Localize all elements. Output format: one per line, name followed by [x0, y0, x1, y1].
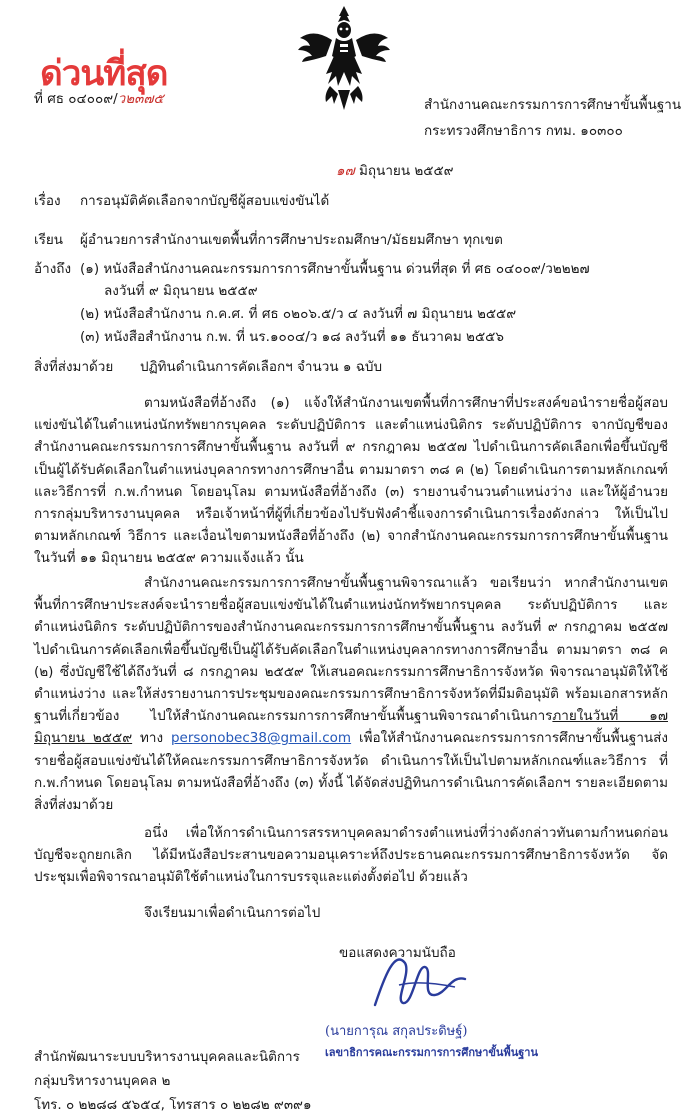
reference-2: (๒) หนังสือสำนักงาน ก.ค.ศ. ที่ ศธ ๐๒๐๖.๕/ว ๔ ลงวันที่ ๗ มิถุนายน ๒๕๕๙: [80, 306, 517, 322]
reference-1-line1: (๑) หนังสือสำนักงานคณะกรรมการการศึกษาขั้นพื้นฐาน ด่วนที่สุด ที่ ศธ ๐๔๐๐๙/ว๒๒๒๗: [80, 261, 590, 277]
handwritten-signature-icon: [355, 945, 495, 1015]
subject-text: การอนุมัติคัดเลือกจากบัญชีผู้สอบแข่งขันได้: [80, 193, 330, 209]
body-paragraph-2: [34, 572, 668, 816]
footer-group: กลุ่มบริหารงานบุคคล ๒: [34, 1073, 171, 1089]
signer-title: เลขาธิการคณะกรรมการการศึกษาขั้นพื้นฐาน: [325, 1046, 538, 1059]
letter-date: [336, 160, 454, 182]
contact-email-link[interactable]: personobec38@gmail.com: [170, 730, 352, 747]
reference-1-line2: ลงวันที่ ๙ มิถุนายน ๒๕๕๙: [104, 283, 258, 299]
to-label: เรียน: [34, 232, 64, 248]
signer-name: (นายการุณ สกุลประดิษฐ์): [325, 1024, 468, 1039]
document-number-prefix: ที่ ศธ ๐๔๐๐๙/: [34, 91, 118, 107]
date-handwritten-day: ๑๗: [336, 163, 355, 179]
body-paragraph-3: อนึ่ง เพื่อให้การดำเนินการสรรหาบุคคลมาดำรงตำแหน่งที่ว่างดังกล่าวทันตามกำหนดก่อนบัญชีจะถูกยกเลิก ได้มีหนังสือประสานขอความอนุเคราะห์ถึงประธานคณะกรรมการศึกษาธิการจังหวัด จัดประชุมเพื่อพิจารณาอนุมัติใช้ตำแหน่งในการบรรจุและแต่งตั้งต่อไป ด้วยแล้ว: [34, 825, 668, 886]
para2-text-a: สำนักงานคณะกรรมการการศึกษาขั้นพื้นฐานพิจารณาแล้ว ขอเรียนว่า หากสำนักงานเขตพื้นที่การศึกษาประสงค์จะนำรายชื่อผู้สอบแข่งขันได้ในตำแหน่งนักทรัพยากรบุคคล ระดับปฏิบัติการ และตำแหน่งนิติกร ระดับปฏิบัติการของสำนักงานคณะกรรมการการศึกษาขั้นพื้นฐาน ลงวันที่ ๙ กรกฎาคม ๒๕๕๗ ไปดำเนินการคัดเลือกเพื่อขึ้นบัญชีเป็นผู้ได้รับคัดเลือกในตำแหน่งบุคลากรทางการศึกษาอื่น ตามมาตรา ๓๘ ค (๒) ซึ่งบัญชีใช้ได้ถึงวันที่ ๘ กรกฎาคม ๒๕๕๙ ให้เสนอคณะกรรมการศึกษาธิการจังหวัด พิจารณาอนุมัติให้ใช้ตำแหน่งว่าง และให้ส่งรายงานการประชุมของคณะกรรมการศึกษาธิการจังหวัดที่มีมติอนุมัติ พร้อมเอกสารหลักฐานที่เกี่ยวข้อง ไปให้สำนักงานคณะกรรมการการศึกษาขั้นพื้นฐานพิจารณาดำเนินการ: [34, 575, 668, 725]
regards-text: ขอแสดงความนับถือ: [339, 945, 456, 961]
enclosure-label: สิ่งที่ส่งมาด้วย: [34, 359, 114, 375]
date-month-year: มิถุนายน ๒๕๕๙: [354, 163, 454, 179]
sender-address: กระทรวงศึกษาธิการ กทม. ๑๐๓๐๐: [424, 123, 623, 139]
reference-3: (๓) หนังสือสำนักงาน ก.พ. ที่ นร.๑๐๐๔/ว ๑๘ ลงวันที่ ๑๑ ธันวาคม ๒๕๕๖: [80, 329, 504, 345]
footer-phone: โทร. ๐ ๒๒๘๘ ๕๖๕๔, โทรสาร ๐ ๒๒๘๒ ๙๓๙๑: [34, 1097, 312, 1113]
subject-label: เรื่อง: [34, 193, 61, 209]
reference-label: อ้างถึง: [34, 261, 72, 277]
para2-text-c: เพื่อให้สำนักงานคณะกรรมการการศึกษาขั้นพื้นฐานส่งรายชื่อผู้สอบแข่งขันได้ให้คณะกรรมการศึกษาธิการจังหวัด ดำเนินการให้เป็นไปตามหลักเกณฑ์และวิธีการ ที่ ก.พ.กำหนด โดยอนุโลม ตามหนังสือที่อ้างถึง (๓) ทั้งนี้ ได้จัดส่งปฏิทินการดำเนินการคัดเลือกฯ รายละเอียดตามสิ่งที่ส่งมาด้วย: [34, 730, 668, 814]
para2-text-b: ทาง: [132, 730, 171, 747]
enclosure-text: ปฏิทินดำเนินการคัดเลือกฯ จำนวน ๑ ฉบับ: [140, 359, 383, 375]
urgency-stamp: ด่วนที่สุด: [40, 54, 168, 94]
closing-line: จึงเรียนมาเพื่อดำเนินการต่อไป: [144, 905, 321, 921]
para2-deadline: ภายในวันที่ ๑๗ มิถุนายน ๒๕๕๙: [34, 708, 668, 747]
document-number: [34, 88, 164, 110]
footer-department: สำนักพัฒนาระบบบริหารงานบุคคลและนิติการ: [34, 1049, 300, 1065]
sender-office: สำนักงานคณะกรรมการการศึกษาขั้นพื้นฐาน: [424, 97, 682, 113]
document-number-handwritten: ว๒๓๗๕: [117, 91, 164, 107]
recipient-text: ผู้อำนวยการสำนักงานเขตพื้นที่การศึกษาประถมศึกษา/มัธยมศึกษา ทุกเขต: [80, 232, 503, 248]
body-paragraph-1: ตามหนังสือที่อ้างถึง (๑) แจ้งให้สำนักงานเขตพื้นที่การศึกษาที่ประสงค์ขอนำรายชื่อผู้สอบแข่งขันได้ในตำแหน่งนักทรัพยากรบุคคล ระดับปฏิบัติการ และตำแหน่งนิติกร ระดับปฏิบัติการ จากบัญชีของสำนักงานคณะกรรมการการศึกษาขั้นพื้นฐาน ลงวันที่ ๙ กรกฎาคม ๒๕๕๗ ไปดำเนินการคัดเลือกเพื่อขึ้นบัญชีเป็นผู้ได้รับคัดเลือกในตำแหน่งบุคลากรทางการศึกษาอื่น ตามมาตรา ๓๘ ค (๒) โดยดำเนินการตามหลักเกณฑ์และวิธีการที่ ก.พ.กำหนด โดยอนุโลม ตามหนังสือที่อ้างถึง (๓) รายงานจำนวนตำแหน่งว่าง และให้ผู้อำนวยการกลุ่มบริหารงานบุคคล หรือเจ้าหน้าที่ผู้ที่เกี่ยวข้องไปรับฟังคำชี้แจงการดำเนินการเรื่องดังกล่าว ให้เป็นไปตามหลักเกณฑ์ วิธีการ และเงื่อนไขตามหนังสือที่อ้างถึง (๒) จากสำนักงานคณะกรรมการการศึกษาขั้นพื้นฐาน ในวันที่ ๑๑ มิถุนายน ๒๕๕๙ ความแจ้งแล้ว นั้น: [34, 395, 668, 567]
garuda-emblem-icon: [296, 4, 392, 114]
